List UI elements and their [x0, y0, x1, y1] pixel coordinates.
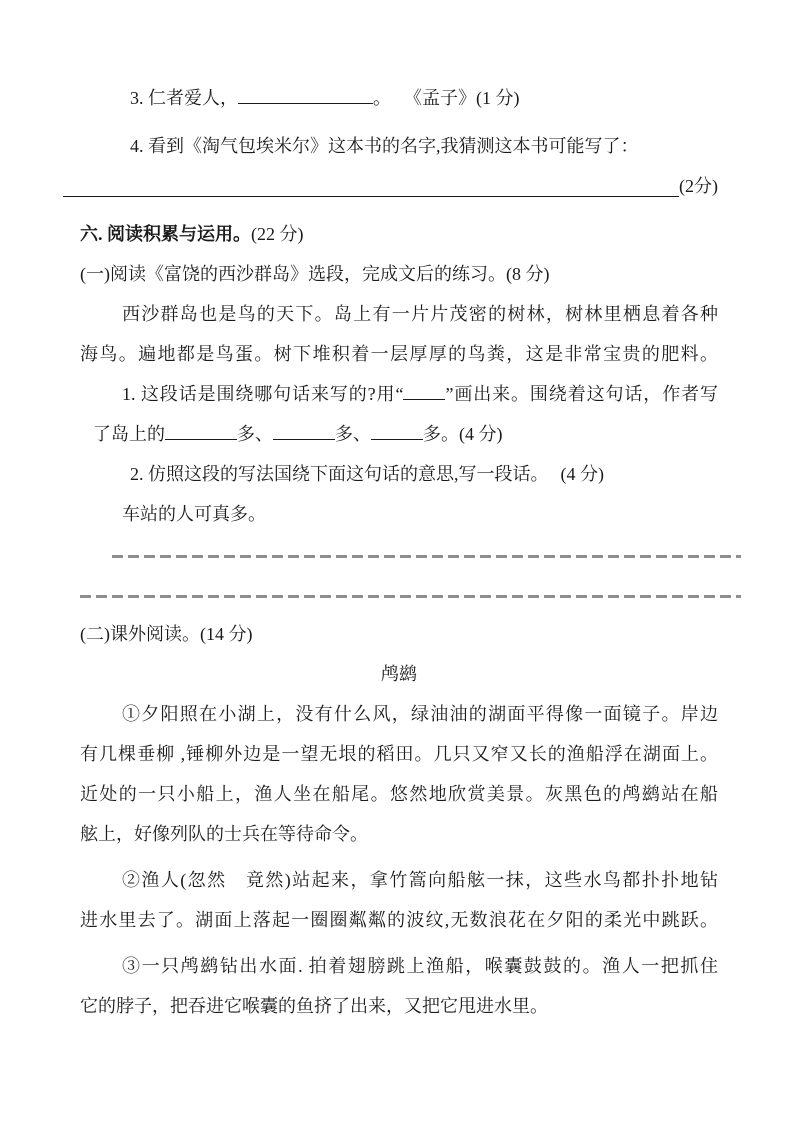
paragraph-line: 进水里去了。湖面上落起一圈圈粼粼的波纹,无数浪花在夕阳的柔光中跳跃。 [80, 910, 718, 930]
part1-header-score: (8 分) [506, 264, 550, 284]
question-1-text-c: 了岛上的 [93, 424, 165, 444]
question-3-source: 《孟子》 [413, 88, 476, 108]
paragraph-line: 近处的一只小船上，渔人坐在船尾。悠然地欣赏美景。灰黑色的鸬鹚站在船 [80, 784, 718, 804]
part1-header-text: (一)阅读《富饶的西沙群岛》选段，完成文后的练习。 [80, 264, 506, 284]
fill-in-blank [273, 422, 335, 440]
answer-dashed-row-2 [80, 574, 718, 614]
question-1-text-b: ”画出来。围绕着这句话，作者写 [445, 384, 718, 404]
fill-in-blank [165, 422, 237, 440]
paragraph-line: 舷上，好像列队的士兵在等待命令。 [80, 824, 368, 844]
passage-line: 海鸟。遍地都是鸟蛋。树下堆积着一层厚厚的鸟粪，这是非常宝贵的肥料。 [80, 344, 718, 364]
fill-in-blank [371, 422, 423, 440]
paragraph-3 [80, 946, 718, 1026]
question-1-duo3: 多。 [423, 424, 459, 444]
example-sentence: 车站的人可真多。 [122, 504, 266, 524]
question-1-line2 [80, 414, 718, 454]
question-3-period: 。 [373, 88, 391, 108]
question-4-answer-line [80, 166, 718, 206]
question-4-score: (2分) [679, 176, 718, 196]
fill-in-blank [403, 382, 445, 400]
passage [80, 294, 718, 374]
paragraph-line: ①夕阳照在小湖上，没有什么风，绿油油的湖面平得像一面镜子。岸边 [122, 704, 718, 724]
question-2-score: (4 分) [560, 464, 604, 484]
question-1-line1 [80, 374, 718, 414]
part1-header [80, 254, 718, 294]
part2-header-text: (二)课外阅读。 [80, 624, 200, 644]
paragraph-1 [80, 694, 718, 854]
section-title: 六. 阅读积累与运用。 [80, 224, 251, 244]
fill-in-blank [63, 166, 679, 197]
question-1-score: (4 分) [459, 424, 503, 444]
part2-header-score: (14 分) [200, 624, 253, 644]
question-4-text: 4. 看到《淘气包埃米尔》这本书的名字,我猜测这本书可能写了： [130, 136, 639, 156]
question-1-text-a: 1. 这段话是围绕哪句话来写的?用“ [122, 384, 404, 404]
question-3 [80, 78, 718, 118]
question-3-text: 3. 仁者爱人， [130, 88, 238, 108]
paragraph-line: ③一只鸬鹚钻出水面. 拍着翅膀跳上渔船，喉囊鼓鼓的。渔人一把抓住 [122, 956, 718, 976]
answer-dashed-line [112, 555, 741, 558]
question-4 [80, 126, 718, 166]
paragraph-2 [80, 860, 718, 940]
answer-dashed-line [80, 595, 741, 598]
question-2-text: 2. 仿照这段的写法国绕下面这句话的意思,写一段话。 [130, 464, 549, 484]
section-header [80, 214, 718, 254]
question-1-duo2: 多、 [335, 424, 371, 444]
answer-dashed-row-1 [80, 534, 718, 574]
paragraph-line: 有几棵垂柳 ,锤柳外边是一望无垠的稻田。几只又窄又长的渔船浮在湖面上。 [80, 744, 718, 764]
paragraph-line: 它的脖子，把吞进它喉囊的鱼挤了出来，又把它甩进水里。 [80, 996, 548, 1016]
fill-in-blank [238, 86, 373, 104]
section-score: (22 分) [251, 224, 304, 244]
paragraph-line: ②渔人(忽然 竟然)站起来，拿竹篙向船舷一抹，这些水鸟都扑扑地钻 [122, 870, 718, 890]
passage-line: 西沙群岛也是鸟的天下。岛上有一片片茂密的树林，树林里栖息着各种 [122, 304, 718, 324]
part2-header [80, 614, 718, 654]
question-1-duo1: 多、 [237, 424, 273, 444]
question-3-score: (1 分) [476, 88, 520, 108]
question-2 [80, 454, 718, 494]
reading-title: 鸬鹚 [381, 664, 417, 684]
